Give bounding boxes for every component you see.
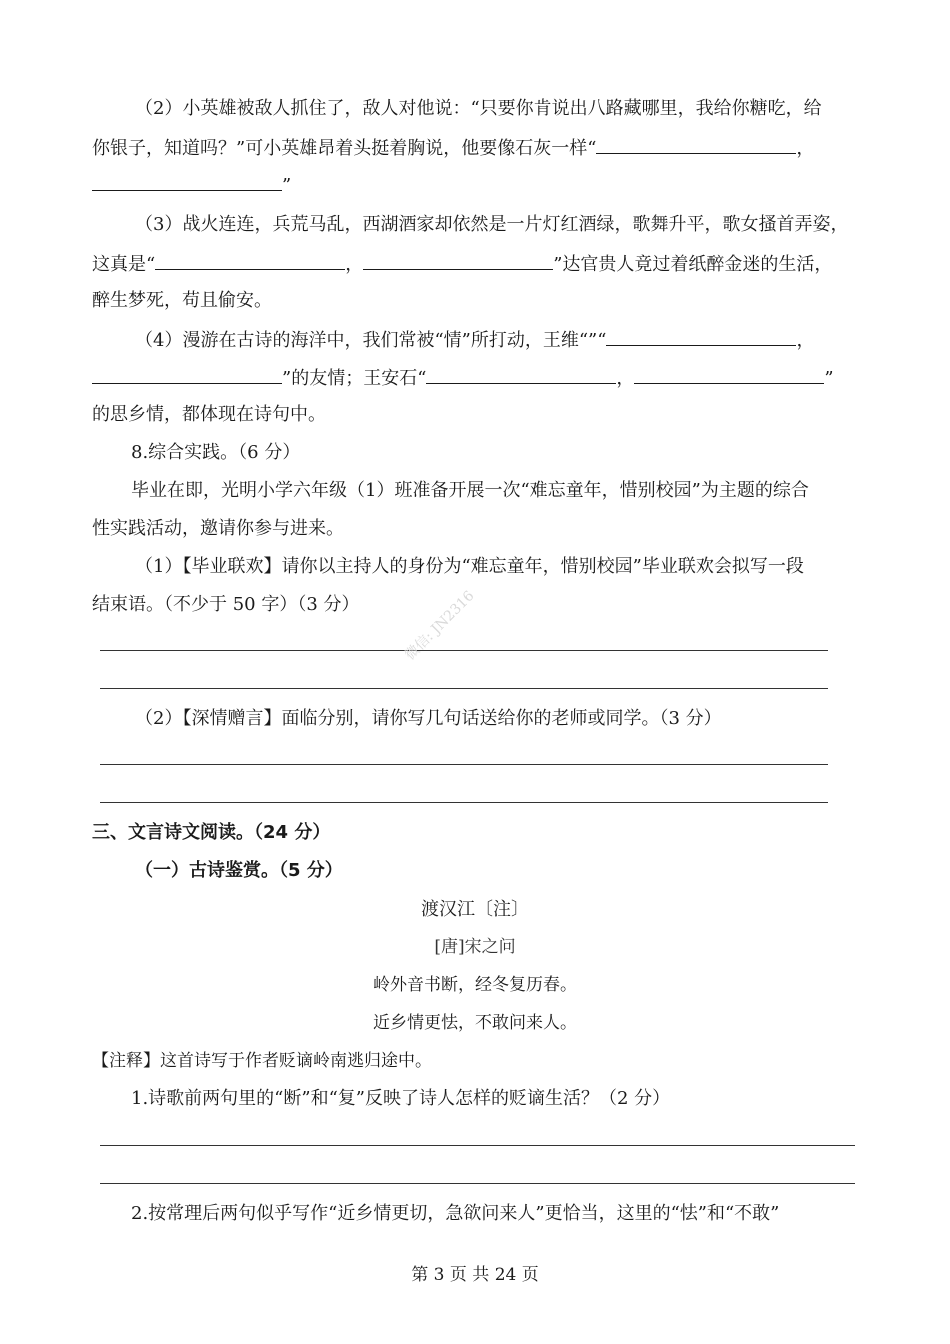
q7-p3-line2 (92, 251, 832, 277)
section3-q1: 1.诗歌前两句里的“断”和“复”反映了诗人怎样的贬谪生活？（2 分） (131, 1088, 671, 1109)
q7-p4-line1 (135, 327, 814, 353)
answer-blank[interactable] (92, 365, 282, 384)
q8-title: 8.综合实践。（6 分） (131, 442, 301, 463)
q7-p3-line2-post: ”达官贵人竟过着纸醉金迷的生活， (553, 254, 833, 275)
q7-p3-line3: 醉生梦死，苟且偷安。 (92, 290, 272, 311)
answer-blank[interactable] (92, 172, 282, 191)
answer-blank[interactable] (596, 135, 796, 154)
answer-line[interactable] (100, 1145, 855, 1146)
poem-author: [唐]宋之问 (434, 937, 516, 957)
poem-note: 【注释】这首诗写于作者贬谪岭南逃归途中。 (92, 1051, 432, 1071)
q7-p3-line1: （3）战火连连，兵荒马乱，西湖酒家却依然是一片灯红酒绿，歌舞升平，歌女搔首弄姿， (135, 214, 849, 235)
q7-p4-line2-end: ” (824, 368, 834, 389)
q8-intro-line1: 毕业在即，光明小学六年级（1）班准备开展一次“难忘童年，惜别校园”为主题的综合 (131, 480, 809, 501)
q7-p4-line1-post: ， (796, 330, 815, 351)
q7-p4-line2 (92, 365, 834, 391)
section3-q2: 2.按常理后两句似乎写作“近乡情更切，急欲问来人”更恰当，这里的“怯”和“不敢” (131, 1203, 780, 1224)
q8-sub1-line2: 结束语。（不少于 50 字）（3 分） (92, 594, 360, 615)
page-number: 第 3 页 共 24 页 (411, 1265, 539, 1285)
answer-line[interactable] (100, 650, 828, 651)
q7-p2-line1: （2）小英雄被敌人抓住了，敌人对他说：“只要你肯说出八路藏哪里，我给你糖吃，给 (135, 98, 822, 119)
q7-p2-line2-comma: ， (796, 138, 815, 159)
q7-p2-line2-text: 你银子，知道吗？”可小英雄昂着头挺着胸说，他要像石灰一样“ (92, 138, 597, 159)
section3-heading: 三、文言诗文阅读。（24 分） (92, 822, 331, 843)
answer-blank[interactable] (426, 365, 616, 384)
q7-p2-line2 (92, 135, 814, 161)
answer-line[interactable] (100, 1183, 855, 1184)
answer-blank[interactable] (363, 251, 553, 270)
q8-sub1-line1: （1）【毕业联欢】请你以主持人的身份为“难忘童年，惜别校园”毕业联欢会拟写一段 (135, 556, 804, 577)
q7-p4-line3: 的思乡情，都体现在诗句中。 (92, 404, 326, 425)
q7-p4-line1-pre: （4）漫游在古诗的海洋中，我们常被“情”所打动，王维“”“ (135, 330, 607, 351)
watermark: 微信: JN2316 (402, 588, 478, 664)
q7-p3-line2-mid: ， (345, 254, 364, 275)
answer-blank[interactable] (155, 251, 345, 270)
answer-line[interactable] (100, 764, 828, 765)
q7-p4-line2-post: ”的友情；王安石“ (282, 368, 427, 389)
answer-line[interactable] (100, 802, 828, 803)
q7-p2-line3 (92, 172, 291, 198)
answer-line[interactable] (100, 688, 828, 689)
poem-line1: 岭外音书断，经冬复历春。 (373, 975, 577, 995)
q7-p3-line2-pre: 这真是“ (92, 254, 156, 275)
section3-part1: （一）古诗鉴赏。（5 分） (135, 860, 343, 881)
q8-sub2: （2）【深情赠言】面临分别，请你写几句话送给你的老师或同学。（3 分） (135, 708, 722, 729)
poem-title: 渡汉江〔注〕 (421, 899, 529, 920)
q8-intro-line2: 性实践活动，邀请你参与进来。 (92, 518, 344, 539)
q7-p2-line3-quote: ” (282, 175, 292, 196)
answer-blank[interactable] (634, 365, 824, 384)
answer-blank[interactable] (606, 327, 796, 346)
q7-p4-line2-mid: ， (616, 368, 635, 389)
poem-line2: 近乡情更怯，不敢问来人。 (373, 1013, 577, 1033)
